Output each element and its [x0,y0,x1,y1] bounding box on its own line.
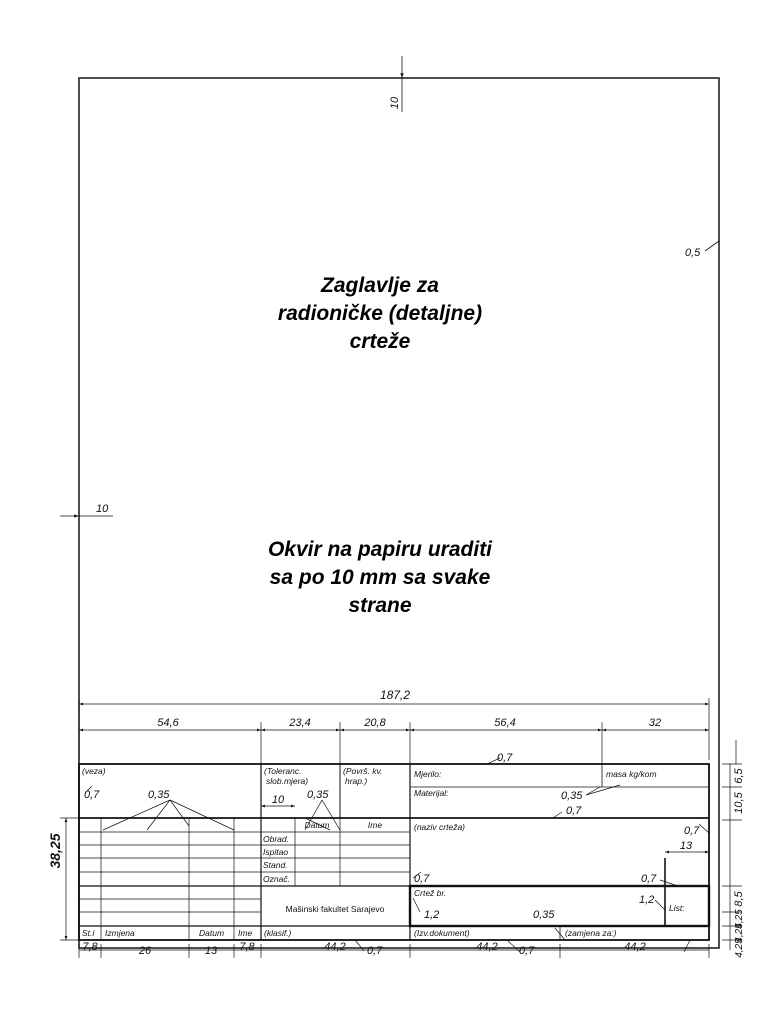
lw-n: 0,7 [519,945,535,957]
dim-block-height: 38,25 [47,833,63,869]
label-materijal: Materijal: [414,788,449,798]
label-fakultet: Mašinski fakultet Sarajevo [285,904,385,914]
top-margin-dimension [389,56,402,112]
lw-d: 0,35 [561,790,583,802]
label-datum: Datum [199,928,225,938]
lw-h: 0,7 [414,873,430,885]
label-zamjena: (zamjena za:) [565,928,617,938]
dim-row-4-25-c: 4,25 [734,938,745,958]
dim-row-6-5: 6,5 [733,768,745,784]
label-crtez-br: Crtež br. [414,888,447,898]
lw-g: 0,7 [684,825,700,837]
frame-linewidth-note [685,241,719,259]
dim-bottom-13: 13 [204,945,218,957]
label-povrs: (Površ. kv. [343,766,383,776]
title-block [79,764,709,940]
dim-bottom-44-2-a: 44,2 [324,941,346,953]
left-margin-value: 10 [96,503,109,515]
dim-bottom-7-8-b: 7,8 [239,941,255,953]
heading-block [230,272,530,356]
dimension-labels [47,688,745,958]
label-naziv: (naziv crteža) [414,822,466,832]
lw-e: 0,7 [497,752,513,764]
dim-20-8: 20,8 [364,717,386,729]
dim-sub-13: 13 [679,840,693,852]
lw-i: 1,2 [424,909,440,921]
instruction-line-2: sa po 10 mm sa svake [269,566,491,589]
lw-k: 0,35 [533,909,555,921]
label-mjerilo: Mjerilo: [414,769,442,779]
heading-line-2: radioničke (detaljne) [277,302,483,325]
lw-j: 1,2 [639,894,655,906]
label-stand: Stand. [263,860,288,870]
instruction-line-1: Okvir na papiru uraditi [267,538,493,561]
dim-row-4-25-a: 4,25 [734,909,745,929]
label-ime: Ime [238,928,253,938]
label-obrad: Obrad. [263,834,289,844]
heading-line-3: crteže [349,330,411,353]
dim-23-4: 23,4 [289,717,311,729]
label-izv-dok: (Izv.dokument) [414,928,470,938]
left-margin-dimension [60,503,113,516]
lw-m: 0,7 [367,945,383,957]
dim-bottom-7-8-a: 7,8 [82,941,98,953]
label-veza: (veza) [82,766,106,776]
dim-bottom-26: 26 [138,945,152,957]
label-toleranc: (Toleranc. [264,766,302,776]
label-list: List: [669,903,685,913]
lw-c: 0,35 [307,789,329,801]
dim-bottom-44-2-c: 44,2 [624,941,646,953]
lw-a: 0,7 [84,789,100,801]
label-masa: masa kg/kom [606,769,657,779]
label-ispitao: Ispitao [263,847,289,857]
dim-total: 187,2 [379,688,411,702]
dim-row-10-5: 10,5 [733,792,745,814]
lw-f: 0,7 [566,805,582,817]
dim-bottom-44-2-b: 44,2 [476,941,498,953]
heading-line-1: Zaglavlje za [321,274,439,297]
dim-row-4-25-b: 4,25 [734,923,745,943]
label-izmjena: Izmjena [105,928,135,938]
dim-56-4: 56,4 [494,717,516,729]
label-hrap: hrap.) [345,776,368,786]
label-klasif: (klasif.) [264,928,292,938]
dim-54-6: 54,6 [157,717,179,729]
label-datum-head: Datum [304,820,330,830]
lw-l: 0,7 [641,873,657,885]
label-st-i: St.i [82,928,95,938]
label-ime-head: Ime [367,820,383,830]
label-oznac: Označ. [263,874,290,884]
lw-b: 0,35 [148,789,170,801]
frame-linewidth-value: 0,5 [685,247,701,259]
top-margin-value: 10 [389,96,401,110]
dim-row-8-5: 8,5 [733,891,745,907]
instruction-line-3: strane [348,594,412,617]
label-slob-mjera: slob.mjera) [266,776,309,786]
dim-32: 32 [648,717,662,729]
instruction-block [225,536,535,620]
title-block-dimensions [60,698,742,958]
dim-sub-10: 10 [271,794,285,806]
